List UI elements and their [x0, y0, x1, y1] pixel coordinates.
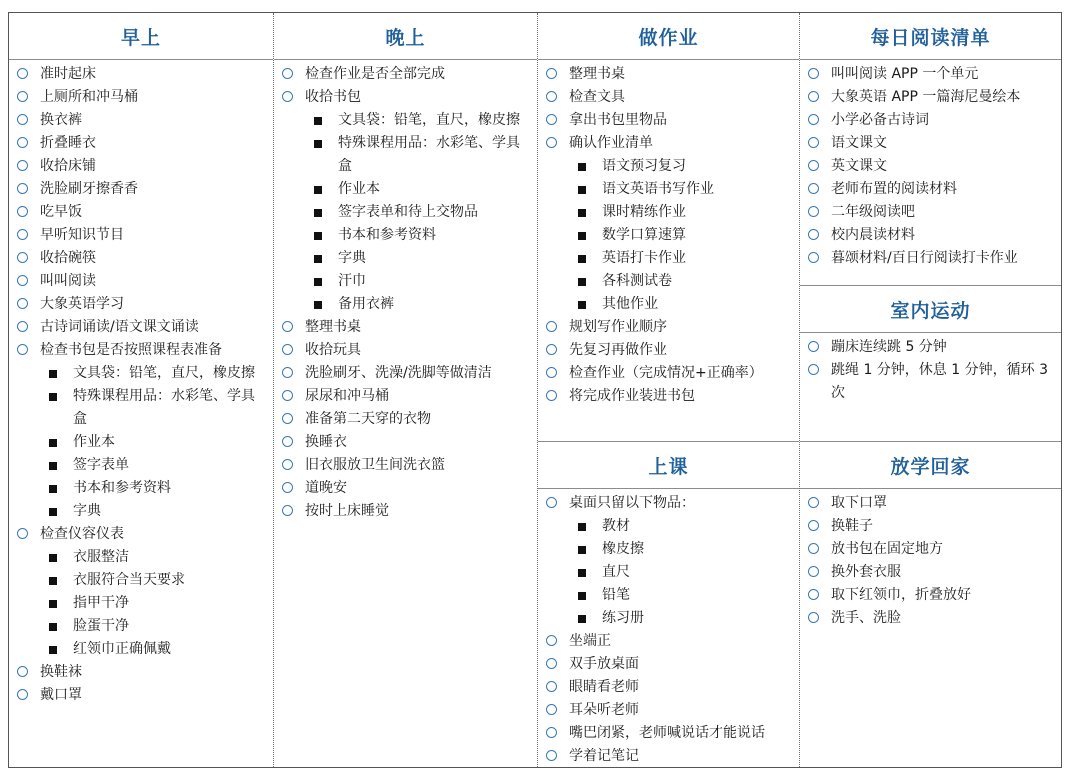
radio-circle-icon[interactable]	[808, 364, 819, 375]
checklist-item[interactable]	[274, 362, 537, 385]
checklist-subitem-text: 汗巾	[338, 273, 366, 289]
checklist-item-text: 规划写作业顺序	[569, 319, 667, 335]
checklist-item-text: 将完成作业装进书包	[569, 388, 695, 404]
checklist-item-text: 按时上床睡觉	[305, 503, 389, 519]
checklist-item-text: 上厕所和冲马桶	[40, 89, 138, 105]
checklist-subitem	[9, 362, 273, 385]
checklist-item-text: 跳绳 1 分钟，休息 1 分钟，循环 3 次	[831, 362, 1048, 401]
checklist	[800, 333, 1061, 405]
checklist-item[interactable]	[800, 201, 1061, 224]
checklist-subitem-text: 书本和参考资料	[338, 227, 436, 243]
radio-circle-icon[interactable]	[546, 344, 557, 355]
checklist-subitem-text: 特殊课程用品：水彩笔、学具盒	[338, 135, 520, 174]
checklist-item-text: 吃早饭	[40, 204, 82, 220]
radio-circle-icon[interactable]	[808, 341, 819, 352]
checklist-item[interactable]	[800, 155, 1061, 178]
checklist-subitem-text: 各科测试卷	[602, 273, 672, 289]
checklist-item[interactable]	[800, 359, 1061, 405]
square-bullet-icon	[578, 209, 586, 217]
checklist-item-text: 折叠睡衣	[40, 135, 96, 151]
radio-circle-icon[interactable]	[17, 183, 28, 194]
section-title: 上课	[538, 442, 799, 489]
checklist-item-text: 小学必备古诗词	[831, 112, 929, 128]
checklist-item-text: 大象英语 APP 一篇海尼曼绘本	[831, 89, 1021, 105]
checklist-item-text: 收拾玩具	[305, 342, 361, 358]
radio-circle-icon[interactable]	[546, 91, 557, 102]
checklist-subitem-text: 字典	[73, 503, 101, 519]
checklist-item-text: 换睡衣	[305, 434, 347, 450]
checklist-item[interactable]	[800, 607, 1061, 630]
radio-circle-icon[interactable]	[282, 367, 293, 378]
checklist-item-text: 拿出书包里物品	[569, 112, 667, 128]
checklist-item-text: 学着记笔记	[569, 748, 639, 764]
checklist-subitem-text: 其他作业	[602, 296, 658, 312]
square-bullet-icon	[49, 646, 57, 654]
radio-circle-icon[interactable]	[282, 91, 293, 102]
checklist-item-text: 整理书桌	[305, 319, 361, 335]
checklist-subitem	[274, 293, 537, 316]
checklist-subitem-text: 指甲干净	[73, 595, 129, 611]
square-bullet-icon	[49, 600, 57, 608]
checklist-item[interactable]	[274, 408, 537, 431]
checklist-item[interactable]	[538, 653, 799, 676]
checklist-item[interactable]	[9, 247, 273, 270]
checklist-item[interactable]	[274, 385, 537, 408]
column-morning	[9, 13, 273, 767]
checklist-subitem-text: 语文预习复习	[602, 158, 686, 174]
radio-circle-icon[interactable]	[808, 543, 819, 554]
radio-circle-icon[interactable]	[808, 497, 819, 508]
checklist-item-text: 道晚安	[305, 480, 347, 496]
checklist-item-text: 嘴巴闭紧，老师喊说话才能说话	[569, 725, 765, 741]
section-title: 早上	[9, 13, 273, 60]
checklist-item-text: 整理书桌	[569, 66, 625, 82]
checklist-item-text: 洗脸刷牙擦香香	[40, 181, 138, 197]
square-bullet-icon	[314, 117, 322, 125]
radio-circle-icon[interactable]	[808, 252, 819, 263]
radio-circle-icon[interactable]	[546, 321, 557, 332]
checklist-item[interactable]	[9, 684, 273, 707]
radio-circle-icon[interactable]	[17, 298, 28, 309]
checklist-item[interactable]	[538, 132, 799, 155]
section-home	[800, 441, 1061, 767]
checklist-item[interactable]	[800, 178, 1061, 201]
square-bullet-icon	[578, 301, 586, 309]
checklist-subitem	[538, 247, 799, 270]
checklist-item[interactable]	[800, 538, 1061, 561]
radio-circle-icon[interactable]	[546, 658, 557, 669]
square-bullet-icon	[49, 554, 57, 562]
checklist-subitem-text: 红领巾正确佩戴	[73, 641, 171, 657]
radio-circle-icon[interactable]	[17, 252, 28, 263]
radio-circle-icon[interactable]	[282, 344, 293, 355]
checklist-subitem-text: 备用衣裤	[338, 296, 394, 312]
square-bullet-icon	[314, 140, 322, 148]
checklist-item[interactable]	[800, 336, 1061, 359]
checklist-subitem-text: 签字表单	[73, 457, 129, 473]
checklist-subitem	[538, 293, 799, 316]
checklist-item-text: 校内晨读材料	[831, 227, 915, 243]
checklist-item[interactable]	[9, 155, 273, 178]
checklist-subitem-text: 特殊课程用品：水彩笔、学具盒	[73, 388, 255, 427]
radio-circle-icon[interactable]	[546, 390, 557, 401]
column-homework-class	[537, 13, 799, 767]
checklist-item[interactable]	[9, 201, 273, 224]
checklist-item[interactable]	[9, 523, 273, 546]
checklist-item-text: 蹦床连续跳 5 分钟	[831, 339, 947, 355]
checklist-subitem	[274, 132, 537, 178]
checklist-item-text: 换鞋袜	[40, 664, 82, 680]
checklist-subitem-text: 橡皮擦	[602, 541, 644, 557]
checklist-subitem-text: 脸蛋干净	[73, 618, 129, 634]
checklist-item[interactable]	[274, 454, 537, 477]
checklist-item[interactable]	[800, 247, 1061, 270]
section-title: 放学回家	[800, 442, 1061, 489]
checklist-subitem-text: 语文英语书写作业	[602, 181, 714, 197]
square-bullet-icon	[578, 232, 586, 240]
checklist-item-text: 尿尿和冲马桶	[305, 388, 389, 404]
checklist-subitem-text: 书本和参考资料	[73, 480, 171, 496]
square-bullet-icon	[578, 569, 586, 577]
checklist-item[interactable]	[800, 515, 1061, 538]
checklist-item[interactable]	[9, 86, 273, 109]
checklist-subitem-text: 铅笔	[602, 587, 630, 603]
checklist-item[interactable]	[538, 362, 799, 385]
checklist-item[interactable]	[538, 339, 799, 362]
checklist-item[interactable]	[9, 63, 273, 86]
radio-circle-icon[interactable]	[546, 68, 557, 79]
checklist-subitem-text: 直尺	[602, 564, 630, 580]
radio-circle-icon[interactable]	[808, 589, 819, 600]
checklist-item-text: 叫叫阅读	[40, 273, 96, 289]
checklist-item[interactable]	[9, 293, 273, 316]
checklist-subitem-text: 文具袋：铅笔，直尺，橡皮擦	[73, 365, 255, 381]
checklist-subitem	[9, 454, 273, 477]
checklist-item[interactable]	[9, 339, 273, 362]
checklist-subitem	[9, 477, 273, 500]
checklist-item[interactable]	[800, 86, 1061, 109]
checklist-item-text: 准时起床	[40, 66, 96, 82]
checklist-subitem-text: 数学口算速算	[602, 227, 686, 243]
radio-circle-icon[interactable]	[808, 137, 819, 148]
radio-circle-icon[interactable]	[808, 229, 819, 240]
checklist-item[interactable]	[538, 630, 799, 653]
radio-circle-icon[interactable]	[808, 520, 819, 531]
checklist-item[interactable]	[538, 385, 799, 408]
checklist-item-text: 古诗词诵读/语文课文诵读	[40, 319, 199, 335]
section-title: 晚上	[274, 13, 537, 60]
checklist-subitem	[274, 224, 537, 247]
radio-circle-icon[interactable]	[17, 321, 28, 332]
checklist-subitem	[538, 178, 799, 201]
checklist-subitem	[9, 546, 273, 569]
checklist-item[interactable]	[800, 561, 1061, 584]
radio-circle-icon[interactable]	[808, 91, 819, 102]
checklist-item-text: 旧衣服放卫生间洗衣篮	[305, 457, 445, 473]
checklist-subitem	[538, 155, 799, 178]
checklist-subitem	[9, 569, 273, 592]
checklist-subitem-text: 英语打卡作业	[602, 250, 686, 266]
checklist-item-text: 二年级阅读吧	[831, 204, 915, 220]
checklist-item-text: 叫叫阅读 APP 一个单元	[831, 66, 979, 82]
checklist-item[interactable]	[800, 224, 1061, 247]
checklist-item-text: 准备第二天穿的衣物	[305, 411, 431, 427]
checklist-item-text: 检查作业是否全部完成	[305, 66, 445, 82]
checklist-subitem	[9, 592, 273, 615]
checklist-item-text: 检查文具	[569, 89, 625, 105]
checklist-subitem	[538, 538, 799, 561]
section-morning	[9, 13, 273, 767]
checklist-item[interactable]	[274, 339, 537, 362]
checklist-item-text: 取下口罩	[831, 495, 887, 511]
square-bullet-icon	[49, 623, 57, 631]
radio-circle-icon[interactable]	[17, 114, 28, 125]
square-bullet-icon	[49, 508, 57, 516]
checklist-subitem	[9, 385, 273, 431]
checklist-subitem-text: 作业本	[73, 434, 115, 450]
checklist-item-text: 早听知识节目	[40, 227, 124, 243]
radio-circle-icon[interactable]	[546, 750, 557, 761]
checklist-item-text: 眼睛看老师	[569, 679, 639, 695]
checklist-item[interactable]	[538, 745, 799, 768]
section-title: 做作业	[538, 13, 799, 60]
square-bullet-icon	[49, 485, 57, 493]
checklist-subitem	[538, 607, 799, 630]
checklist-subitem-text: 文具袋：铅笔，直尺，橡皮擦	[338, 112, 520, 128]
radio-circle-icon[interactable]	[282, 68, 293, 79]
checklist	[800, 489, 1061, 630]
radio-circle-icon[interactable]	[282, 482, 293, 493]
checklist-item[interactable]	[274, 431, 537, 454]
radio-circle-icon[interactable]	[17, 344, 28, 355]
checklist-item[interactable]	[9, 661, 273, 684]
checklist-item[interactable]	[538, 109, 799, 132]
checklist-subitem-text: 教材	[602, 518, 630, 534]
checklist-item-text: 戴口罩	[40, 687, 82, 703]
checklist	[274, 60, 537, 523]
checklist-item-text: 收拾书包	[305, 89, 361, 105]
checklist-subitem	[538, 270, 799, 293]
radio-circle-icon[interactable]	[546, 704, 557, 715]
radio-circle-icon[interactable]	[282, 459, 293, 470]
checklist-item[interactable]	[538, 699, 799, 722]
radio-circle-icon[interactable]	[17, 275, 28, 286]
radio-circle-icon[interactable]	[808, 183, 819, 194]
section-homework	[538, 13, 799, 441]
checklist-item-text: 先复习再做作业	[569, 342, 667, 358]
radio-circle-icon[interactable]	[17, 160, 28, 171]
checklist-subitem-text: 签字表单和待上交物品	[338, 204, 478, 220]
checklist-item-text: 检查书包是否按照课程表准备	[40, 342, 222, 358]
checklist-item-text: 洗脸刷牙、洗澡/洗脚等做清洁	[305, 365, 492, 381]
radio-circle-icon[interactable]	[546, 114, 557, 125]
checklist-item[interactable]	[800, 63, 1061, 86]
radio-circle-icon[interactable]	[17, 689, 28, 700]
checklist-item[interactable]	[538, 722, 799, 745]
section-class	[538, 441, 799, 767]
section-evening	[274, 13, 537, 767]
checklist-item[interactable]	[538, 316, 799, 339]
section-title: 室内运动	[800, 286, 1061, 333]
checklist-item[interactable]	[9, 178, 273, 201]
section-reading	[800, 13, 1061, 285]
checklist-subitem	[538, 224, 799, 247]
square-bullet-icon	[578, 255, 586, 263]
checklist-subitem	[274, 178, 537, 201]
column-evening	[273, 13, 537, 767]
checklist-item[interactable]	[274, 86, 537, 109]
checklist-subitem-text: 衣服整洁	[73, 549, 129, 565]
checklist-item[interactable]	[274, 316, 537, 339]
radio-circle-icon[interactable]	[282, 436, 293, 447]
checklist-subitem-text: 练习册	[602, 610, 644, 626]
checklist-item[interactable]	[9, 109, 273, 132]
checklist-subitem	[9, 431, 273, 454]
checklist-subitem-text: 字典	[338, 250, 366, 266]
checklist-item[interactable]	[274, 63, 537, 86]
checklist-item-text: 双手放桌面	[569, 656, 639, 672]
radio-circle-icon[interactable]	[808, 206, 819, 217]
radio-circle-icon[interactable]	[17, 68, 28, 79]
checklist-subitem	[538, 515, 799, 538]
square-bullet-icon	[49, 462, 57, 470]
checklist-subitem	[538, 201, 799, 224]
checklist-item[interactable]	[800, 584, 1061, 607]
checklist-subitem	[538, 584, 799, 607]
checklist-item[interactable]	[9, 316, 273, 339]
square-bullet-icon	[314, 186, 322, 194]
checklist-item-text: 取下红领巾，折叠放好	[831, 587, 971, 603]
checklist-item[interactable]	[274, 477, 537, 500]
checklist-subitem	[274, 247, 537, 270]
radio-circle-icon[interactable]	[282, 321, 293, 332]
checklist-item-text: 放书包在固定地方	[831, 541, 943, 557]
radio-circle-icon[interactable]	[546, 367, 557, 378]
section-exercise	[800, 285, 1061, 441]
radio-circle-icon[interactable]	[808, 566, 819, 577]
square-bullet-icon	[314, 278, 322, 286]
checklist-subitem	[9, 638, 273, 661]
checklist-item-text: 大象英语学习	[40, 296, 124, 312]
radio-circle-icon[interactable]	[17, 137, 28, 148]
radio-circle-icon[interactable]	[546, 497, 557, 508]
radio-circle-icon[interactable]	[546, 137, 557, 148]
checklist-item-text: 换衣裤	[40, 112, 82, 128]
checklist-item[interactable]	[538, 492, 799, 515]
square-bullet-icon	[578, 278, 586, 286]
checklist-item[interactable]	[9, 270, 273, 293]
checklist-item[interactable]	[538, 86, 799, 109]
radio-circle-icon[interactable]	[282, 505, 293, 516]
square-bullet-icon	[578, 546, 586, 554]
square-bullet-icon	[578, 523, 586, 531]
checklist-item[interactable]	[800, 132, 1061, 155]
checklist-item-text: 检查仪容仪表	[40, 526, 124, 542]
checklist-item[interactable]	[9, 224, 273, 247]
checklist-item-text: 耳朵听老师	[569, 702, 639, 718]
radio-circle-icon[interactable]	[808, 68, 819, 79]
radio-circle-icon[interactable]	[808, 114, 819, 125]
checklist-item-text: 坐端正	[569, 633, 611, 649]
square-bullet-icon	[578, 615, 586, 623]
radio-circle-icon[interactable]	[17, 229, 28, 240]
square-bullet-icon	[314, 255, 322, 263]
checklist-item[interactable]	[800, 109, 1061, 132]
checklist-subitem	[9, 615, 273, 638]
checklist	[538, 489, 799, 768]
checklist-subitem-text: 课时精练作业	[602, 204, 686, 220]
checklist-item[interactable]	[538, 676, 799, 699]
checklist-subitem	[274, 201, 537, 224]
radio-circle-icon[interactable]	[546, 635, 557, 646]
checklist-subitem	[274, 270, 537, 293]
column-reading-exercise-home	[799, 13, 1061, 767]
checklist-item-text: 收拾床铺	[40, 158, 96, 174]
radio-circle-icon[interactable]	[17, 666, 28, 677]
square-bullet-icon	[578, 163, 586, 171]
square-bullet-icon	[578, 592, 586, 600]
radio-circle-icon[interactable]	[546, 681, 557, 692]
square-bullet-icon	[49, 439, 57, 447]
radio-circle-icon[interactable]	[282, 390, 293, 401]
radio-circle-icon[interactable]	[546, 727, 557, 738]
radio-circle-icon[interactable]	[808, 612, 819, 623]
checklist-item[interactable]	[274, 500, 537, 523]
square-bullet-icon	[314, 232, 322, 240]
checklist-item-text: 洗手、洗脸	[831, 610, 901, 626]
checklist-item[interactable]	[538, 63, 799, 86]
checklist	[9, 60, 273, 707]
square-bullet-icon	[314, 301, 322, 309]
radio-circle-icon[interactable]	[17, 91, 28, 102]
checklist-item[interactable]	[800, 492, 1061, 515]
radio-circle-icon[interactable]	[282, 413, 293, 424]
checklist-item-text: 桌面只留以下物品：	[569, 495, 695, 511]
checklist-item-text: 换鞋子	[831, 518, 873, 534]
checklist	[538, 60, 799, 408]
square-bullet-icon	[49, 393, 57, 401]
checklist-subitem-text: 作业本	[338, 181, 380, 197]
checklist-table	[8, 12, 1062, 768]
checklist-item-text: 换外套衣服	[831, 564, 901, 580]
checklist-subitem	[9, 500, 273, 523]
square-bullet-icon	[49, 370, 57, 378]
checklist-item-text: 英文课文	[831, 158, 887, 174]
checklist-item[interactable]	[9, 132, 273, 155]
radio-circle-icon[interactable]	[808, 160, 819, 171]
checklist-item-text: 老师布置的阅读材料	[831, 181, 957, 197]
square-bullet-icon	[49, 577, 57, 585]
checklist-item-text: 收拾碗筷	[40, 250, 96, 266]
section-title: 每日阅读清单	[800, 13, 1061, 60]
radio-circle-icon[interactable]	[17, 528, 28, 539]
square-bullet-icon	[578, 186, 586, 194]
radio-circle-icon[interactable]	[17, 206, 28, 217]
checklist-item-text: 语文课文	[831, 135, 887, 151]
square-bullet-icon	[314, 209, 322, 217]
checklist-subitem-text: 衣服符合当天要求	[73, 572, 185, 588]
checklist-item-text: 暮颂材料/百日行阅读打卡作业	[831, 250, 1018, 266]
checklist	[800, 60, 1061, 270]
checklist-subitem	[274, 109, 537, 132]
checklist-item-text: 检查作业（完成情况+正确率）	[569, 365, 763, 381]
checklist-item-text: 确认作业清单	[569, 135, 653, 151]
checklist-subitem	[538, 561, 799, 584]
